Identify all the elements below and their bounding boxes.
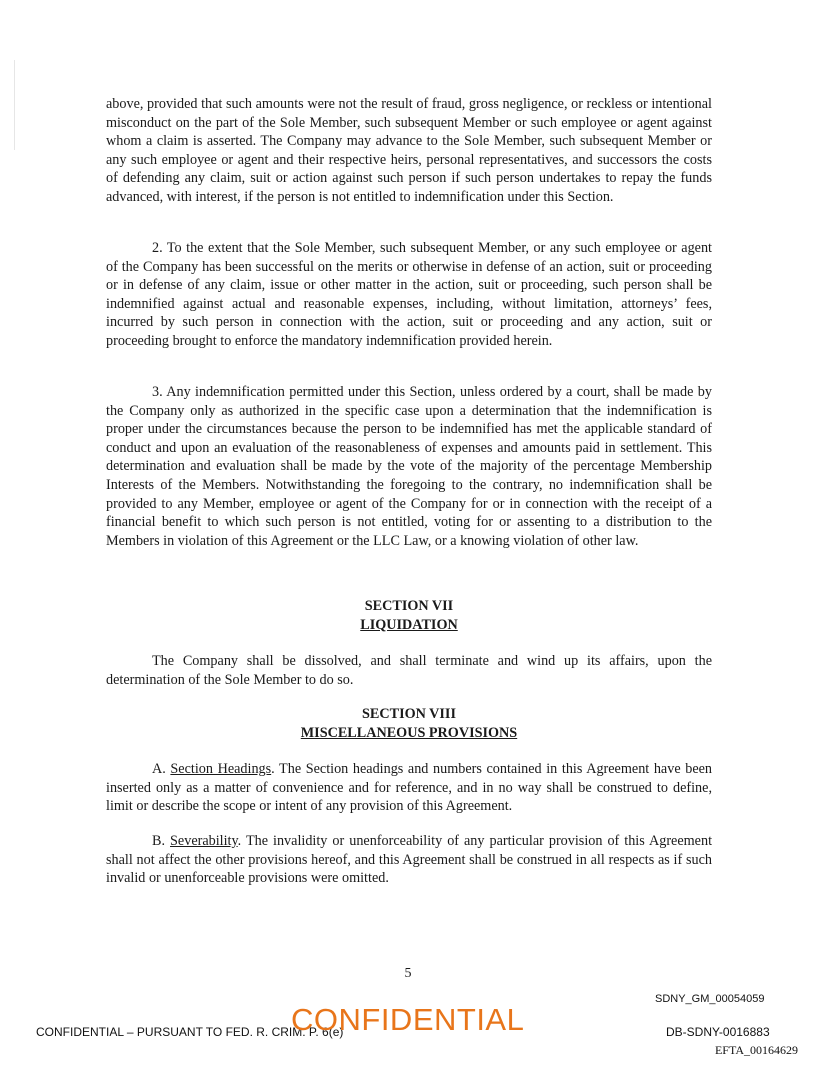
section-7-heading: [106, 597, 712, 634]
section-7-number: SECTION VII: [364, 598, 454, 614]
provision-a-label: A.: [152, 761, 166, 777]
provision-a-heading: Section Headings: [170, 761, 272, 777]
section-8-number: SECTION VIII: [362, 706, 456, 722]
provision-b-label: B.: [152, 833, 166, 849]
bates-top: SDNY_GM_00054059: [655, 993, 765, 1005]
section-8-heading: [106, 705, 712, 742]
efta-number: EFTA_00164629: [714, 1043, 798, 1057]
paragraph-2: 2. To the extent that the Sole Member, such subsequent Member, or any such employee or agent of the Company has been successful on the merits or otherwise in defense of an action, suit or proceeding or in defense of any claim, issue or other matter in the action, suit or proceeding, such person shall be indemnified against actual and reasonable expenses, including, without limitation, attorneys’ fees, incurred by such person in connection with the action, suit or proceeding and any action, suit or proceeding brought to enforce the mandatory indemnification provided herein.: [106, 240, 712, 349]
bates-bottom: DB-SDNY-0016883: [666, 1025, 770, 1039]
page-number: 5: [404, 966, 412, 981]
section-7-text: The Company shall be dissolved, and shall terminate and wind up its affairs, upon the determination of the Sole Member to do so.: [106, 653, 712, 688]
provision-b-text: . The invalidity or unenforceability of any particular provision of this Agreement shall not affect the other provisions hereof, and this Agreement shall be construed in all respects as if such invalid or unenforceable provisions were omitted.: [106, 833, 713, 887]
provision-a-text: . The Section headings and numbers contained in this Agreement have been inserted only as a matter of convenience and for reference, and in no way shall be construed to define, limit or describe the scope or intent of any provision of this Agreement.: [106, 761, 713, 815]
provision-b: [106, 832, 712, 888]
section-8-title: MISCELLANEOUS PROVISIONS: [300, 724, 518, 741]
section-7-title: LIQUIDATION: [360, 616, 458, 633]
paragraph-3: 3. Any indemnification permitted under this Section, unless ordered by a court, shall be made by the Company only as authorized in the specific case upon a determination that the indemnification is proper under the circumstances because the person to be indemnified has met the applicable standard of conduct and upon an evaluation of the reasonableness of expenses and amounts paid in settlement. This determination and evaluation shall be made by the vote of the majority of the percentage Membership Interests of the Members. Notwithstanding the foregoing to the contrary, no indemnification shall be provided to any Member, employee or agent of the Company for or in connection with the receipt of a financial benefit to which such person is not entitled, voting for or assenting to a distribution to the Members in violation of this Agreement or the LLC Law, or a knowing violation of other law.: [106, 384, 712, 549]
confidential-notice: CONFIDENTIAL – PURSUANT TO FED. R. CRIM. P. 6(e): [36, 1025, 344, 1039]
scan-margin-line: [14, 60, 15, 150]
provision-b-heading: Severability: [170, 833, 238, 849]
paragraph-indemnification-continued: above, provided that such amounts were not the result of fraud, gross negligence, or reckless or intentional misconduct on the part of the Sole Member, such subsequent Member or such employee or agent against whom a claim is asserted. The Company may advance to the Sole Member, such subsequent Member or any such employee or agent and their respective heirs, personal representatives, and successors the costs of defending any claim, suit or action against such person if such person undertakes to repay the funds advanced, with interest, if the person is not entitled to indemnification under this Section.: [106, 96, 712, 205]
confidential-stamp: CONFIDENTIAL: [291, 1002, 525, 1037]
provision-a: [106, 760, 712, 816]
